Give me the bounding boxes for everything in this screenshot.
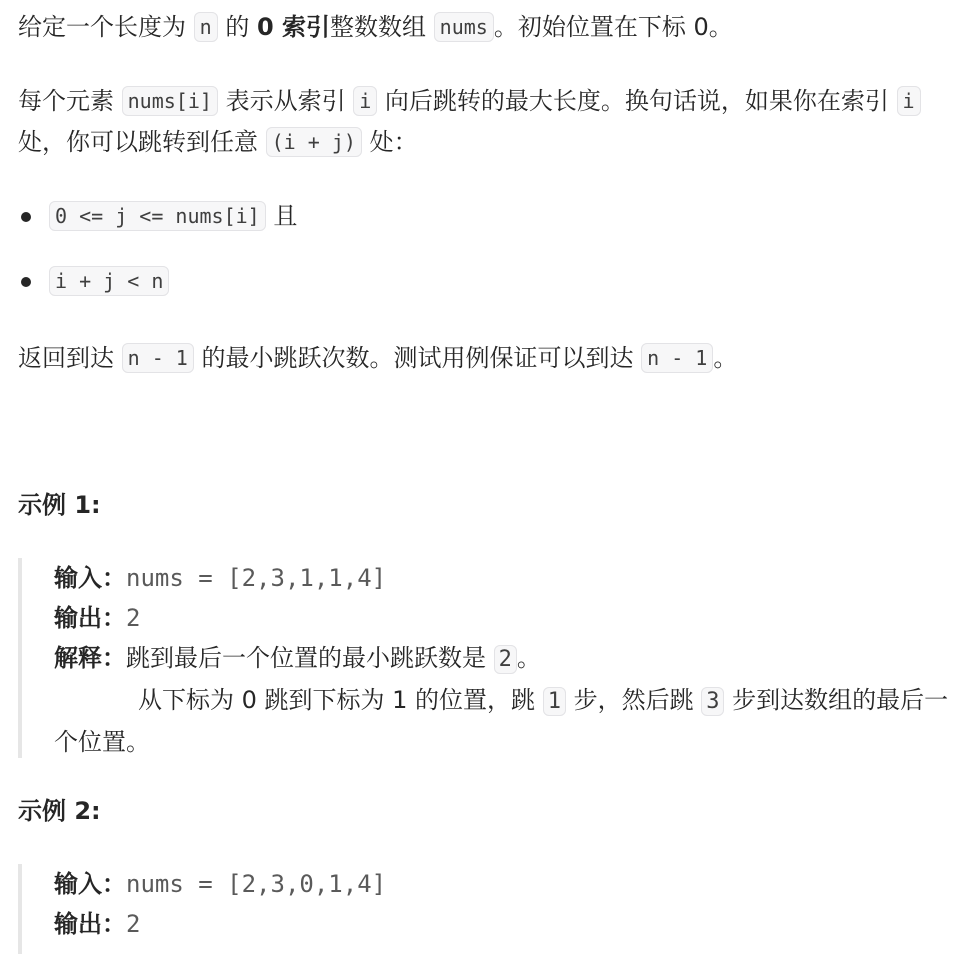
output-value: 2 xyxy=(126,604,141,632)
example-2-title: 示例 2: xyxy=(18,797,101,825)
inline-code: n - 1 xyxy=(641,343,713,373)
example-1-input-row xyxy=(54,558,953,598)
inline-code: 1 xyxy=(543,687,566,716)
text: 整数数组 xyxy=(330,13,434,41)
text: 跳到最后一个位置的最小跳跃数是 xyxy=(126,644,494,672)
input-label: 输入： xyxy=(54,870,126,898)
example-1-explain-continued xyxy=(54,680,953,762)
text: 的最小跳跃次数。测试用例保证可以到达 xyxy=(193,344,642,372)
example-1-output-row xyxy=(54,598,953,638)
output-value: 2 xyxy=(126,910,141,938)
example-2-input-row xyxy=(54,864,953,904)
list-item xyxy=(18,261,953,302)
example-1-explain-row xyxy=(54,638,953,680)
input-value: nums = [2,3,1,1,4] xyxy=(126,564,387,592)
example-1-block xyxy=(18,558,953,758)
text: 表示从索引 xyxy=(217,87,354,115)
explain-label: 解释： xyxy=(54,644,126,672)
text: 。初始位置在下标 0。 xyxy=(493,13,733,41)
example-2-output-row xyxy=(54,904,953,944)
inline-code: 2 xyxy=(494,645,517,674)
inline-code: nums xyxy=(434,12,494,42)
input-value: nums = [2,3,0,1,4] xyxy=(126,870,387,898)
inline-code: i + j < n xyxy=(49,266,169,296)
inline-code: nums[i] xyxy=(122,86,218,116)
text: 每个元素 xyxy=(18,87,122,115)
bullet-icon xyxy=(21,277,31,287)
bullet-icon xyxy=(21,212,31,222)
paragraph-return xyxy=(18,338,737,379)
text: 返回到达 xyxy=(18,344,122,372)
inline-code: i xyxy=(353,86,377,116)
text: 给定一个长度为 xyxy=(18,13,194,41)
output-label: 输出： xyxy=(54,604,126,632)
text: 向后跳转的最大长度。换句话说，如果你在索引 xyxy=(377,87,897,115)
input-label: 输入： xyxy=(54,564,126,592)
example-1-title: 示例 1: xyxy=(18,491,101,519)
text: 。 xyxy=(713,344,738,372)
text: 处，你可以跳转到任意 xyxy=(18,128,266,156)
conditions-list xyxy=(18,196,953,326)
text: 。 xyxy=(516,644,541,672)
text: 从下标为 0 跳到下标为 1 的位置，跳 xyxy=(138,686,543,714)
text: 的 xyxy=(217,13,257,41)
text: 步到达数组的最后一个位置。 xyxy=(54,686,949,756)
inline-code: 3 xyxy=(701,687,724,716)
example-2-block xyxy=(18,864,953,954)
inline-code: n xyxy=(194,12,218,42)
list-item xyxy=(18,196,953,237)
inline-code: n - 1 xyxy=(122,343,194,373)
paragraph-jump-rule xyxy=(18,81,953,163)
bold-text: 0 索引 xyxy=(256,13,331,41)
text: 步，然后跳 xyxy=(565,686,702,714)
paragraph-intro xyxy=(18,7,733,48)
inline-code: i xyxy=(897,86,921,116)
output-label: 输出： xyxy=(54,910,126,938)
text: 且 xyxy=(265,202,298,230)
text: 处： xyxy=(361,128,418,156)
inline-code: (i + j) xyxy=(266,127,362,157)
inline-code: 0 <= j <= nums[i] xyxy=(49,201,266,231)
